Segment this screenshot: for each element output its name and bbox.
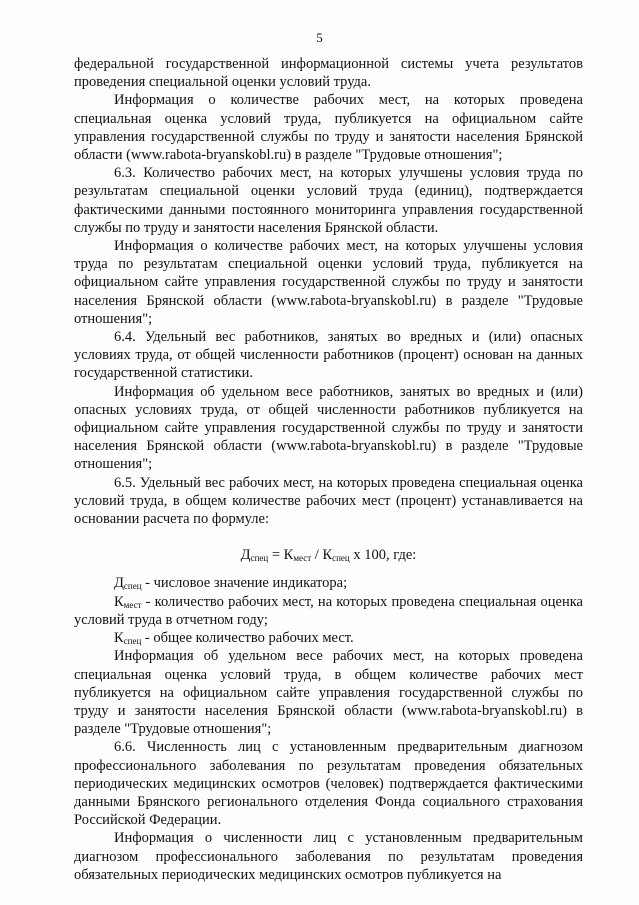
paragraph-section-6-5: 6.5. Удельный вес рабочих мест, на которых проведена специальная оценка условий труда, в общем количестве рабочих мест (процент) устанавливается на основании расчета по формуле: — [74, 474, 583, 528]
formula-operator: / — [311, 547, 323, 564]
page-number: 5 — [316, 30, 323, 45]
definition — [74, 629, 583, 647]
definition — [74, 593, 583, 629]
formula-subscript: спец — [250, 553, 269, 564]
paragraph: Информация о количестве рабочих мест, на которых улучшены условия труда по результатам специальной оценки условий труда, публикуется на официальном сайте управления государственной службы по труду и занятости населения Брянской области (www.rabota-bryanskobl.ru) в разделе "Трудовые отношения"; — [74, 238, 583, 327]
formula-subscript: спец — [332, 553, 350, 564]
definition-text: - количество рабочих мест, на которых проведена специальная оценка условий труда в отчетном году; — [74, 593, 583, 628]
definition-subscript: спец — [123, 636, 142, 647]
definition-symbol: К — [114, 630, 124, 647]
paragraph: Информация о численности лиц с установленным предварительным диагнозом профессионального заболевания по результатам проведения обязательных периодических медицинских осмотров публикуется на — [74, 830, 583, 883]
formula — [74, 546, 583, 564]
definition-subscript: мест — [123, 599, 142, 610]
document-body — [74, 55, 583, 884]
definition-symbol: Д — [114, 575, 124, 592]
paragraph: Информация об удельном весе рабочих мест, на которых проведена специальная оценка условий труда, в общем количестве рабочих мест публикуется на официальном сайте управления государственной службы по труду и занятости населения Брянской области (www.rabota-bryanskobl.ru) в разделе "Трудовые отношения"; — [74, 648, 583, 738]
paragraph: федеральной государственной информационной системы учета результатов проведения специальной оценки условий труда. — [74, 56, 583, 91]
definition-text: - числовое значение индикатора; — [141, 575, 348, 592]
definition — [74, 574, 583, 592]
paragraph-section-6-3: 6.3. Количество рабочих мест, на которых улучшены условия труда по результатам специальной оценки условий труда (единиц), подтверждается фактическими данными постоянного мониторинга управления государственной службы по труду и занятости населения Брянской области. — [74, 165, 583, 236]
paragraph: Информация об удельном весе работников, занятых во вредных и (или) опасных условиях труда, от общей численности работников публикуется на официальном сайте управления государственной службы по труду и занятости населения Брянской области (www.rabota-bryanskobl.ru) в разделе "Трудовые отношения"; — [74, 383, 583, 473]
definition-subscript: спец — [123, 581, 142, 592]
definition-text: - общее количество рабочих мест. — [141, 630, 354, 647]
formula-symbol: Д — [240, 547, 251, 564]
formula-symbol: К — [283, 547, 294, 564]
formula-symbol: К — [322, 547, 333, 564]
formula-tail: x 100, где: — [349, 547, 417, 564]
formula-subscript: мест — [293, 553, 312, 564]
definition-symbol: К — [114, 593, 124, 610]
formula-operator: = — [268, 547, 284, 564]
paragraph: Информация о количестве рабочих мест, на которых проведена специальная оценка условий труда, публикуется на официальном сайте управления государственной службы по труду и занятости населения Брянской области (www.rabota-bryanskobl.ru) в разделе "Трудовые отношения"; — [74, 92, 583, 164]
paragraph-section-6-4: 6.4. Удельный вес работников, занятых во вредных и (или) опасных условиях труда, от общей численности работников (процент) основан на данных государственной статистики. — [74, 329, 583, 382]
paragraph-section-6-6: 6.6. Численность лиц с установленным предварительным диагнозом профессионального заболевания по результатам проведения обязательных периодических медицинских осмотров (человек) подтверждается фактическими данными Брянского регионального отделения Фонда социального страхования Российской Федерации. — [74, 739, 583, 829]
